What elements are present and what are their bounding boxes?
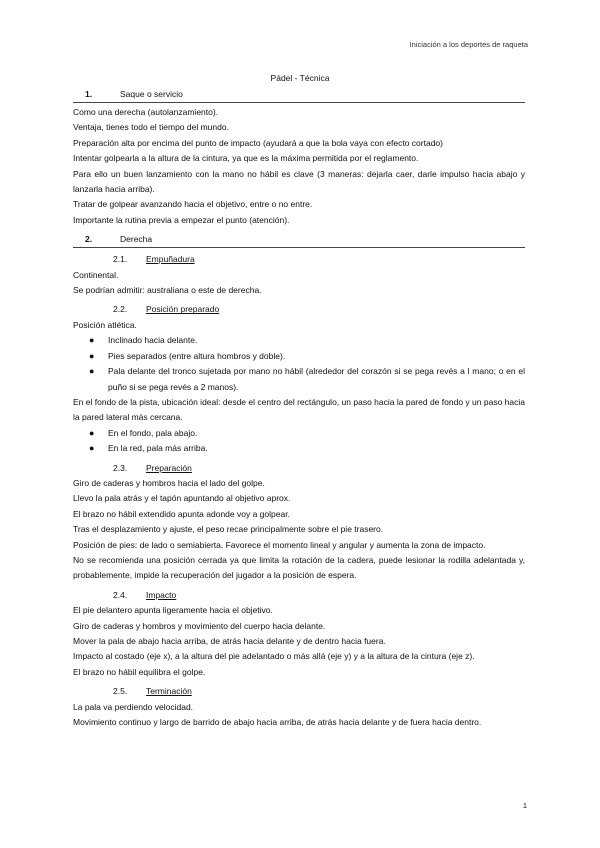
section-title: Derecha [120,233,153,244]
subsection-number: 2.1. [113,254,128,265]
paragraph: El brazo no hábil extendido apunta adonde voy a golpear. [73,508,290,519]
bullet-icon: ● [89,443,95,454]
section-heading-saque [73,88,525,103]
section-number: 1. [85,88,93,99]
subsection-heading-preparacion [73,461,525,476]
paragraph: Intentar golpearla a la altura de la cintura, ya que es la máxima permitida por el reglamento. [73,153,419,164]
paragraph: Importante la rutina previa a empezar el punto (atención). [73,214,290,225]
list-item: ● Inclinado hacia delante. [73,333,525,348]
bullet-icon: ● [89,366,95,377]
subsection-title: Posición preparado [146,304,220,315]
paragraph: Ventaja, tienes todo el tiempo del mundo. [73,122,229,133]
paragraph: Movimiento continuo y largo de barrido de abajo hacia arriba, de atrás hacia delante y de fuera hacia dentro. [73,717,482,728]
list-item: ● Pala delante del tronco sujetada por mano no hábil (alrededor del corazón si se pega revés a l mano; o en el puño si se pega revés a 2 manos). [89,366,525,392]
document-title: Pádel - Técnica [270,73,330,83]
subsection-number: 2.2. [113,304,128,315]
paragraph: Preparación alta por encima del punto de impacto (ayudará a que la bola vaya con efecto cortado) [73,137,443,148]
subsection-number: 2.3. [113,462,128,473]
paragraph: Se podrían admitir: australiana o este de derecha. [73,285,262,296]
subsection-number: 2.4. [113,589,128,600]
subsection-heading-impacto [73,588,525,603]
section-title: Saque o servicio [120,88,183,99]
paragraph: No se recomienda una posición cerrada ya que limita la rotación de la cadera, puede lesionar la rodilla adelantada y, probablemente, impide la recuperación del jugador a la posición de espera. [73,554,525,581]
bullet-icon: ● [89,350,95,361]
list-item: ● Pies separados (entre altura hombros y doble). [73,349,525,364]
subsection-heading-empunadura [73,252,525,267]
subsection-heading-posicion [73,302,525,317]
section-heading-derecha [73,233,525,248]
bullet-list [73,426,525,457]
bullet-list [73,333,525,395]
paragraph: Posición atlética. [73,319,137,330]
subsection-title: Terminación [146,686,192,697]
paragraph: Giro de caderas y hombros y movimiento del cuerpo hacia delante. [73,620,326,631]
paragraph: Continental. [73,269,119,280]
paragraph: La pala va perdiendo velocidad. [73,701,194,712]
subsection-title: Impacto [146,589,177,600]
subsection-number: 2.5. [113,686,128,697]
paragraph: El brazo no hábil equilibra el golpe. [73,666,206,677]
paragraph: El pie delantero apunta ligeramente hacia el objetivo. [73,605,273,616]
subsection-title: Empuñadura [146,254,195,265]
bullet-icon: ● [89,335,95,346]
section-number: 2. [85,233,93,244]
document-body [73,88,525,730]
paragraph: Tratar de golpear avanzando hacia el objetivo, entre o no entre. [73,199,313,210]
paragraph: Giro de caderas y hombros hacia el lado del golpe. [73,477,265,488]
subsection-heading-terminacion [73,684,525,699]
paragraph: Tras el desplazamiento y ajuste, el peso recae principalmente sobre el pie trasero. [73,524,384,535]
list-item: ● En el fondo, pala abajo. [73,426,525,441]
paragraph: Llevo la pala atrás y el tapón apuntando al objetivo aprox. [73,493,291,504]
paragraph: Impacto al costado (eje x), a la altura del pie adelantado o más allá (eje y) y a la altura de la cintura (eje z). [73,651,475,662]
paragraph: Posición de pies: de lado o semiabierta. Favorece el momento lineal y angular y aumenta la zona de impacto. [73,539,486,550]
running-header: Iniciación a los deportes de raqueta [409,40,528,49]
paragraph: En el fondo de la pista, ubicación ideal: desde el centro del rectángulo, un paso hacia la pared de fondo y un paso hacia la pared lateral más cercana. [73,396,525,423]
page-number: 1 [522,801,527,810]
paragraph: Mover la pala de abajo hacia arriba, de atrás hacia delante y de dentro hacia fuera. [73,636,386,646]
list-item: ● En la red, pala más arriba. [73,441,525,456]
bullet-icon: ● [89,427,95,438]
paragraph: Para ello un buen lanzamiento con la mano no hábil es clave (3 maneras: dejarla caer, darle impulso hacia abajo y lanzarla hacia arriba). [73,168,525,195]
paragraph: Como una derecha (autolanzamiento). [73,107,219,117]
subsection-title: Preparación [146,462,192,473]
